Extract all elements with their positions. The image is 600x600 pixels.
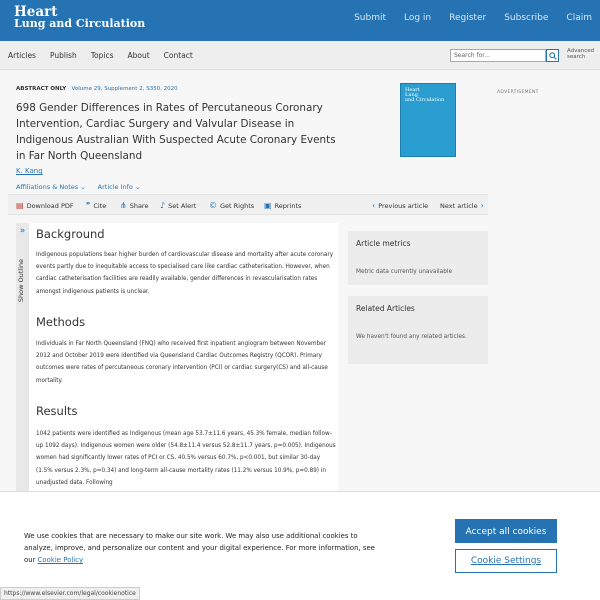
cover-title-2: Lung: [405, 92, 418, 98]
nav-about[interactable]: About: [127, 51, 150, 60]
submit-link[interactable]: Submit: [354, 13, 386, 23]
set-alert-label: Set Alert: [168, 201, 197, 210]
search-icon: [549, 52, 557, 60]
methods-heading: Methods: [36, 315, 86, 329]
journal-cover-image[interactable]: [400, 83, 456, 157]
methods-text: Individuals in Far North Queensland (FNQ) who received first inpatient angiogram between November 2012 and October 2019 were identified via Queensland Cardiac Outcomes Registry (QCOR). Primary outcomes were rates of percutaneous coronary intervention (PCI) or cardiac surgery(CS) and all-cause mortality.: [36, 341, 328, 384]
cookie-message: We use cookies that are necessary to make our site work. We may also use additional cookies to analyze, improve, and personalize our content and your digital experience. For more information, see our: [24, 532, 375, 564]
get-rights-button[interactable]: [209, 201, 254, 210]
download-pdf-label: Download PDF: [26, 201, 74, 210]
affiliations-toggle[interactable]: [16, 183, 86, 191]
bell-icon: ♪: [160, 201, 166, 210]
article-type-label: ABSTRACT ONLY: [16, 86, 67, 92]
advanced-search-link[interactable]: Advanced search: [567, 48, 595, 60]
login-link[interactable]: Log in: [404, 13, 432, 23]
chevron-down-icon: ⌄: [134, 183, 141, 191]
register-link[interactable]: Register: [449, 13, 487, 23]
outline-label: Show Outline: [17, 259, 25, 303]
article-title: 698 Gender Differences in Rates of Percutaneous Coronary Intervention, Cardiac Surgery and Valvular Disease in Indigenous Australian With Suspected Acute Coronary Events in Far North Queensland: [16, 102, 336, 162]
logo-line1: Heart: [14, 4, 58, 20]
background-text: Indigenous populations bear higher burden of cardiovascular disease and mortality after acute coronary events partly due to inequitable access to specialised care like cardiac catheterisation. However, when cardiac catheterisation facilities are readily available, gender differences in revascularisation rates amongst indigenous patients is unclear.: [36, 252, 334, 295]
article-meta-links: [16, 183, 140, 191]
cite-label: Cite: [93, 201, 107, 210]
chevron-down-icon: ⌄: [80, 183, 86, 191]
share-label: Share: [129, 201, 149, 210]
nav-contact[interactable]: Contact: [163, 51, 193, 60]
subscribe-link[interactable]: Subscribe: [504, 13, 549, 23]
nav-topics[interactable]: Topics: [90, 51, 114, 60]
related-heading: Related Articles: [356, 304, 415, 313]
journal-logo[interactable]: [14, 6, 145, 30]
cover-title-1: Heart: [405, 87, 420, 93]
previous-article-button[interactable]: [372, 201, 428, 210]
cookie-policy-link[interactable]: Cookie Policy: [37, 556, 84, 564]
nav-publish[interactable]: Publish: [49, 51, 77, 60]
next-article-label: Next article: [440, 201, 478, 210]
cite-button[interactable]: [86, 201, 106, 210]
reprints-label: Reprints: [274, 201, 302, 210]
background-heading: Background: [36, 227, 105, 241]
volume-info-text[interactable]: Volume 29, Supplement 2, S350, 2020: [71, 86, 178, 92]
related-text: We haven't found any related articles.: [356, 334, 467, 340]
download-pdf-button[interactable]: [16, 201, 74, 210]
cookie-settings-button[interactable]: Cookie Settings: [455, 549, 557, 573]
metrics-heading: Article metrics: [356, 239, 411, 248]
set-alert-button[interactable]: [160, 201, 196, 210]
related-articles-panel: [348, 296, 488, 364]
pdf-icon: ▤: [16, 201, 24, 210]
volume-info[interactable]: · Volume 29, Supplement 2, S350, 2020: [68, 86, 178, 92]
article-info-toggle[interactable]: [98, 183, 141, 191]
article-metrics-panel: [348, 231, 488, 285]
double-chevron-right-icon: »: [19, 226, 26, 236]
claim-link[interactable]: Claim: [566, 13, 592, 23]
cover-title-3: and Circulation: [405, 97, 445, 103]
quote-icon: ❞: [86, 201, 91, 210]
status-bar-url: https://www.elsevier.com/legal/cookienotice: [0, 587, 140, 600]
reprints-button[interactable]: [264, 201, 301, 210]
copyright-icon: ©: [209, 201, 217, 210]
author-link[interactable]: K. Kang: [16, 167, 43, 175]
chevron-right-icon: ›: [480, 201, 484, 210]
nav-articles[interactable]: Articles: [8, 51, 36, 60]
results-heading: Results: [36, 404, 78, 418]
get-rights-label: Get Rights: [220, 201, 255, 210]
share-button[interactable]: [120, 201, 148, 210]
next-article-button[interactable]: [440, 201, 484, 210]
top-nav: [336, 13, 592, 23]
article-info-label: Article Info: [97, 183, 133, 191]
show-outline-toggle[interactable]: [16, 223, 29, 491]
search-button[interactable]: [546, 49, 559, 62]
affiliations-label: Affiliations & Notes: [16, 183, 79, 191]
document-icon: ▣: [264, 201, 272, 210]
metrics-text: Metric data currently unavailable: [356, 269, 453, 275]
results-text: 1042 patients were identified as Indigenous (mean age 53.7±11.6 years, 45.3% female, median follow-up 1092 days). Indigenous women were older (54.8±11.4 versus 52.8±11.7 years, p=0.005). Indigenous women had significantly lower rates of PCI or CS, 40.5% versus 60.7%, p<0.001, but similar 30-day (1.5% versus 2.3%, p=0.34) and long-term all-cause mortality rates (11.2% versus 10.9%, p=0.89) in unadjusted data. Following: [36, 431, 336, 486]
logo-line2: Lung and Circulation: [14, 17, 146, 30]
site-header: [0, 0, 600, 41]
accept-all-cookies-button[interactable]: Accept all cookies: [455, 519, 557, 543]
advertisement-label: ADVERTISEMENT: [497, 90, 539, 95]
chevron-left-icon: ‹: [372, 201, 376, 210]
cookie-text: [24, 530, 384, 566]
previous-article-label: Previous article: [378, 201, 429, 210]
share-icon: ⋔: [120, 201, 127, 210]
search-input[interactable]: Search for...: [450, 49, 546, 62]
